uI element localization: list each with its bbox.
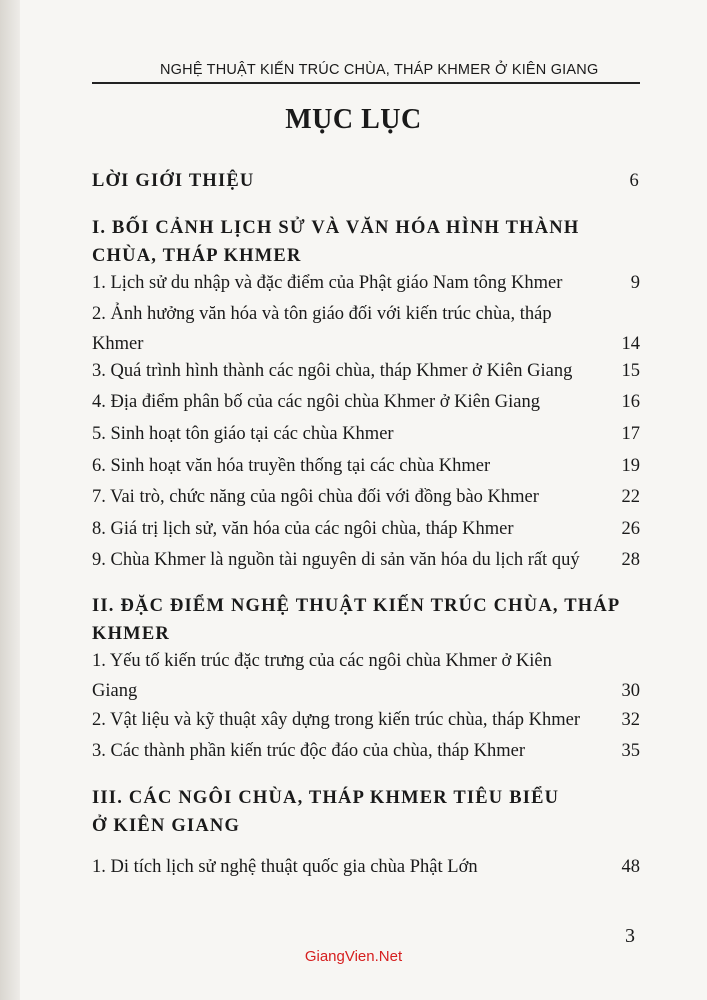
toc-entry-label: 3. Các thành phần kiến trúc độc đáo của chùa, tháp Khmer (92, 741, 526, 761)
header-rule (92, 82, 640, 84)
toc-entry[interactable] (92, 419, 640, 449)
section-heading-line: CHÙA, THÁP KHMER (92, 246, 302, 266)
toc-entry-page: 28 (621, 550, 640, 570)
running-header: NGHỆ THUẬT KIẾN TRÚC CHÙA, THÁP KHMER Ở KIÊN GIANG (160, 62, 599, 78)
toc-entry-page: 30 (621, 681, 640, 701)
toc-entry-page: 17 (621, 424, 640, 444)
section-heading-line: Ở KIÊN GIANG (92, 816, 241, 836)
section-heading-line: I. BỐI CẢNH LỊCH SỬ VÀ VĂN HÓA HÌNH THÀNH (92, 218, 580, 238)
section-heading-2[interactable] (92, 592, 640, 648)
section-heading-line: KHMER (92, 624, 170, 644)
toc-entry-page: 35 (621, 741, 640, 761)
toc-entry-label: 2. Vật liệu và kỹ thuật xây dựng trong kiến trúc chùa, tháp Khmer (92, 710, 580, 730)
toc-entry-label: 5. Sinh hoạt tôn giáo tại các chùa Khmer (92, 424, 394, 444)
section-heading-line: II. ĐẶC ĐIỂM NGHỆ THUẬT KIẾN TRÚC CHÙA, THÁP (92, 596, 621, 616)
toc-entry[interactable] (92, 299, 640, 359)
toc-entry[interactable] (92, 646, 640, 706)
toc-entry-label: 1. Yếu tố kiến trúc đặc trưng của các ngôi chùa Khmer ở Kiên (92, 651, 552, 671)
toc-entry-page: 6 (629, 171, 640, 191)
toc-entry-label: 6. Sinh hoạt văn hóa truyền thống tại các chùa Khmer (92, 456, 491, 476)
section-heading-3[interactable] (92, 784, 640, 840)
toc-entry-label: 8. Giá trị lịch sử, văn hóa của các ngôi chùa, tháp Khmer (92, 519, 514, 539)
toc-entry[interactable] (92, 545, 640, 575)
toc-entry-page: 19 (621, 456, 640, 476)
section-heading-line: III. CÁC NGÔI CHÙA, THÁP KHMER TIÊU BIỂU (92, 788, 560, 808)
toc-entry-label: 3. Quá trình hình thành các ngôi chùa, tháp Khmer ở Kiên Giang (92, 361, 573, 381)
toc-entry-page: 9 (630, 273, 640, 293)
toc-entry-label-cont: Khmer (92, 334, 144, 354)
toc-entry[interactable] (92, 268, 640, 298)
page-number: 3 (625, 925, 635, 947)
watermark-link[interactable]: GiangVien.Net (304, 948, 403, 965)
toc-entry[interactable] (92, 736, 640, 766)
toc-entry-label: 4. Địa điểm phân bố của các ngôi chùa Khmer ở Kiên Giang (92, 392, 540, 412)
toc-entry[interactable] (92, 356, 640, 386)
toc-entry-page: 26 (621, 519, 640, 539)
toc-entry-label: 7. Vai trò, chức năng của ngôi chùa đối với đồng bào Khmer (92, 487, 539, 507)
toc-entry[interactable] (92, 482, 640, 512)
toc-entry[interactable] (92, 387, 640, 417)
toc-entry-label: 1. Lịch sử du nhập và đặc điểm của Phật giáo Nam tông Khmer (92, 273, 563, 293)
section-heading-1[interactable] (92, 214, 640, 270)
toc-entry-page: 48 (621, 857, 640, 877)
toc-entry-label: 2. Ảnh hưởng văn hóa và tôn giáo đối với kiến trúc chùa, tháp (92, 304, 552, 324)
toc-entry-page: 16 (621, 392, 640, 412)
toc-entry-page: 32 (621, 710, 640, 730)
page-edge-shadow (0, 0, 20, 1000)
toc-entry[interactable] (92, 514, 640, 544)
toc-entry[interactable] (92, 705, 640, 735)
toc-entry-label: 1. Di tích lịch sử nghệ thuật quốc gia chùa Phật Lớn (92, 857, 478, 877)
toc-entry-label-cont: Giang (92, 681, 138, 701)
toc-entry-label: 9. Chùa Khmer là nguồn tài nguyên di sản văn hóa du lịch rất quý (92, 550, 580, 570)
toc-entry[interactable] (92, 852, 640, 882)
toc-entry-label: LỜI GIỚI THIỆU (92, 171, 255, 191)
toc-entry-intro[interactable] (92, 167, 640, 195)
toc-entry[interactable] (92, 451, 640, 481)
toc-title: MỤC LỤC (285, 104, 422, 135)
toc-entry-page: 14 (621, 334, 640, 354)
toc-entry-page: 15 (621, 361, 640, 381)
toc-entry-page: 22 (621, 487, 640, 507)
